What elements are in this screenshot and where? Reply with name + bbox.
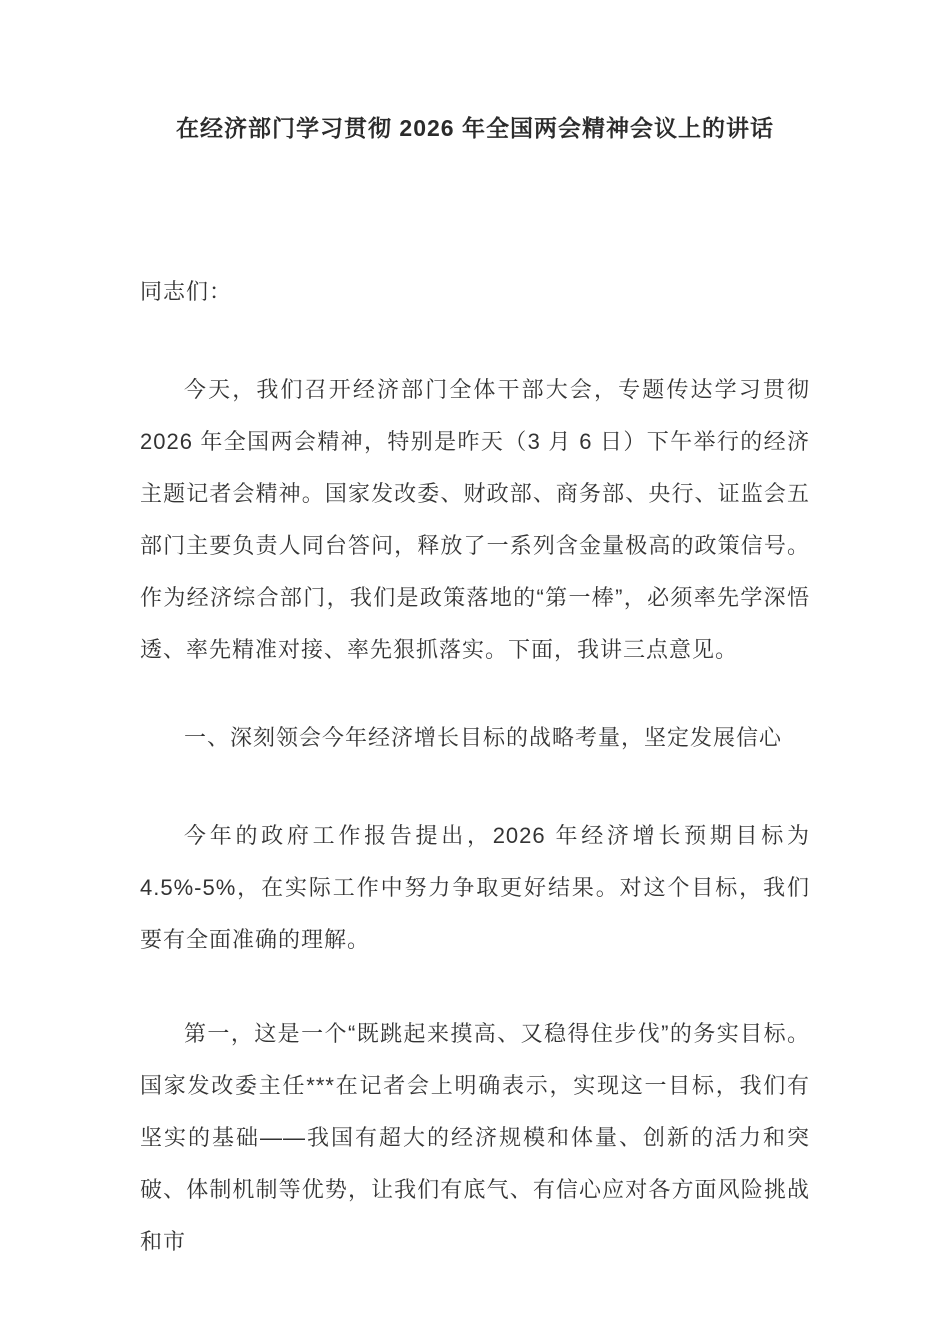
paragraph-3: 第一，这是一个“既跳起来摸高、又稳得住步伐”的务实目标。国家发改委主任***在记者会上明确表示，实现这一目标，我们有坚实的基础——我国有超大的经济规模和体量、创新的活力和突破、体制机制等优势，让我们有底气、有信心应对各方面风险挑战和市 [140,1021,810,1254]
section-heading-1: 一、深刻领会今年经济增长目标的战略考量，坚定发展信心 [184,725,783,750]
document-title: 在经济部门学习贯彻 2026 年全国两会精神会议上的讲话 [176,115,774,141]
salutation-line: 同志们： [140,279,233,304]
paragraph-1: 今天，我们召开经济部门全体干部大会，专题传达学习贯彻 2026 年全国两会精神，特别是昨天（3 月 6 日）下午举行的经济主题记者会精神。国家发改委、财政部、商务部、央行、证监会五部门主要负责人同台答问，释放了一系列含金量极高的政策信号。作为经济综合部门，我们是政策落地的“第一棒”，必须率先学深悟透、率先精准对接、率先狠抓落实。下面，我讲三点意见。 [140,377,810,662]
paragraph-2: 今年的政府工作报告提出，2026 年经济增长预期目标为 4.5%-5%，在实际工作中努力争取更好结果。对这个目标，我们要有全面准确的理解。 [140,823,810,952]
